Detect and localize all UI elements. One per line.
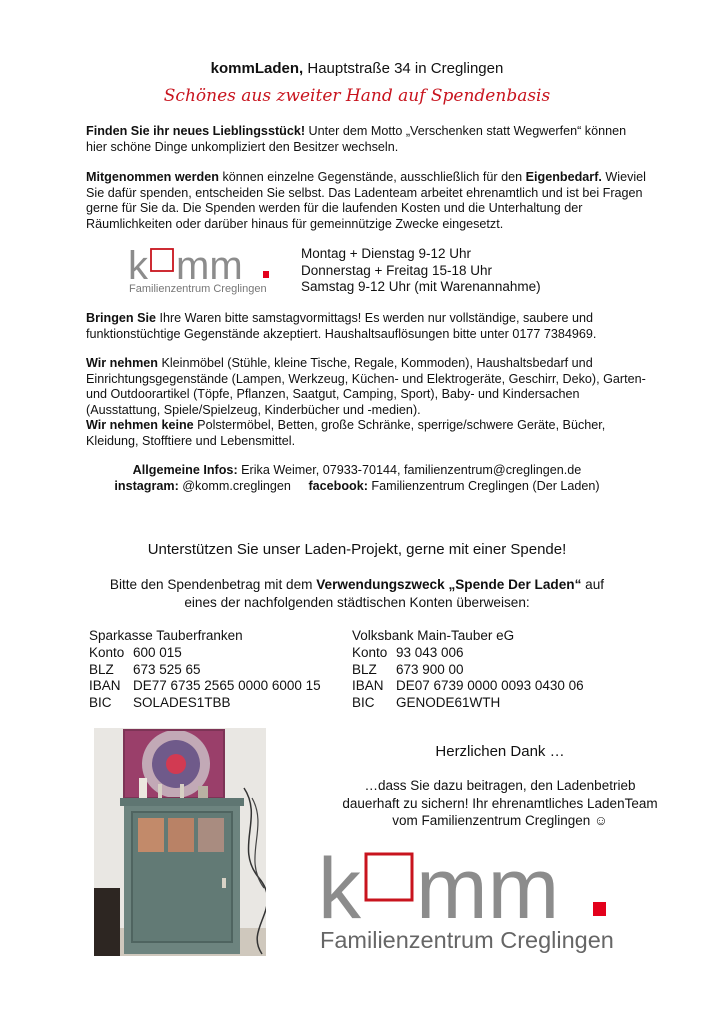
opening-hours [301,246,541,296]
bank-row [89,662,321,679]
bank-value: DE07 6739 0000 0093 0430 06 [396,678,584,694]
take-along-text-a: können einzelne Gegenstände, ausschließlich für den [218,170,526,184]
bank-value: 673 900 00 [396,661,464,677]
bank-key: Konto [352,644,388,660]
info-label: Allgemeine Infos: [132,463,238,477]
intro-lead: Finden Sie ihr neues Lieblingsstück! [86,124,306,138]
hours-line: Donnerstag + Freitag 15-18 Uhr [301,262,492,278]
reject-lead: Wir nehmen keine [86,418,194,433]
bank-row [352,662,584,679]
bank-row [352,678,584,695]
intro-text: Unter dem Motto „Verschenken statt Wegwerfen“ können hier schöne Dinge unkompliziert den Besitzer wechseln. [86,124,627,154]
bank-row [89,645,321,662]
hours-line: Montag + Dienstag 9-12 Uhr [301,246,471,261]
general-info [0,462,714,494]
bank-value: SOLADES1TBB [133,695,231,711]
transfer-purpose: Verwendungszweck „Spende Der Laden“ [316,577,582,592]
bank-key: BIC [352,695,375,711]
bank-account-sparkasse [89,628,321,712]
bank-account-volksbank [352,628,584,712]
bank-key: BLZ [352,661,377,677]
bank-value: 93 043 006 [396,644,464,660]
bank-details [89,645,321,712]
thanks-message [300,777,700,830]
bring-text: Ihre Waren bitte samstagvormittags! Es werden nur vollständige, saubere und funktionstüchtige Gegenstände akzeptiert. Haushaltsauflösungen bitte unter 0177 7384969. [86,311,597,341]
take-along-lead: Mitgenommen werden [86,170,219,184]
transfer-text-a: Bitte den Spendenbetrag mit dem [109,577,317,592]
instagram-handle: @komm.creglingen [178,479,291,493]
thanks-line: vom Familienzentrum Creglingen ☺ [392,813,608,828]
accept-paragraph [86,356,646,450]
bank-value: GENODE61WTH [396,695,501,711]
thanks-line: dauerhaft zu sichern! Ihr ehrenamtliches LadenTeam [342,795,658,811]
logo-square [151,249,173,271]
take-along-paragraph [86,170,646,232]
bank-details [352,645,584,712]
take-along-emph: Eigenbedarf. [525,170,602,184]
hours-line: Samstag 9-12 Uhr (mit Warenannahme) [301,279,541,294]
logo-letter-k: k [318,848,361,937]
bank-key: BLZ [89,661,114,677]
accept-text: Kleinmöbel (Stühle, kleine Tische, Regale, Kommoden), Haushaltsbedarf und Einrichtungsgegenstände (Lampen, Werkzeug, Küchen- und Elektrogeräte, Geschirr, Deko), Garten- und Outdoorartikel (Töpfe, Pflanzen, Saatgut, Camping, Sport), Baby- und Kindersachen (Ausstattung, Spiele/Spielzeug, Kinderbücher und -medien). [86,356,646,417]
bank-row [352,645,584,662]
bank-key: Konto [89,644,125,660]
bank-value: 600 015 [133,644,182,660]
shop-cabinet-photo [94,728,266,956]
reject-text: Polstermöbel, Betten, große Schränke, sperrige/schwere Geräte, Bücher, Kleidung, Stofftiere und Lebensmittel. [86,418,606,448]
bank-row [89,695,321,712]
bank-value: 673 525 65 [133,661,201,677]
bank-name: Volksbank Main-Tauber eG [352,628,515,643]
logo-dot [263,271,269,278]
logo-letter-k: k [128,246,148,288]
info-contact: Erika Weimer, 07933-70144, familienzentrum@creglingen.de [237,463,582,477]
logo-subtitle: Familienzentrum Creglingen [129,283,267,295]
facebook-label: facebook: [308,479,368,493]
logo-dot [593,902,606,916]
bank-key: BIC [89,695,112,711]
logo-letters-mm: mm [176,246,243,288]
accept-lead: Wir nehmen [86,356,158,370]
page-title [0,60,714,77]
logo-square [366,854,412,900]
thanks-line: …dass Sie dazu beitragen, den Ladenbetrieb [364,778,636,793]
support-heading: Unterstützen Sie unser Laden-Projekt, gerne mit einer Spende! [147,541,567,558]
bank-key: IBAN [89,678,121,694]
logo-letters-mm: mm [416,848,560,937]
bring-paragraph [86,311,646,342]
bring-lead: Bringen Sie [86,311,156,325]
transfer-text-b: auf [581,577,605,592]
transfer-instructions [0,576,714,612]
shop-name: kommLaden, [210,60,304,77]
komm-logo-small [128,246,278,296]
komm-logo-large [318,848,618,956]
bank-row [352,695,584,712]
shop-address: Hauptstraße 34 in Creglingen [303,60,504,77]
logo-subtitle: Familienzentrum Creglingen [320,927,614,953]
take-along-text-b: Wieviel Sie dafür spenden, entscheiden Sie selbst. Das Ladenteam arbeitet ehrenamtlich und ist bei Fragen gerne für Sie da. Die Spenden werden für die laufenden Kosten und die Unterhaltung der Räumlichkeiten oder darüber hinaus für gemeinnützige Zwecke eingesetzt. [86,170,646,231]
transfer-line2: eines der nachfolgenden städtischen Konten überweisen: [184,595,530,610]
bank-key: IBAN [352,678,384,694]
intro-paragraph [86,124,646,155]
instagram-label: instagram: [114,479,179,493]
bank-value: DE77 6735 2565 0000 6000 15 [133,678,321,694]
thanks-heading: Herzlichen Dank … [435,743,565,760]
bank-name: Sparkasse Tauberfranken [89,628,243,643]
facebook-page: Familienzentrum Creglingen (Der Laden) [367,479,600,493]
slogan: Schönes aus zweiter Hand auf Spendenbasis [163,86,551,106]
bank-row [89,678,321,695]
